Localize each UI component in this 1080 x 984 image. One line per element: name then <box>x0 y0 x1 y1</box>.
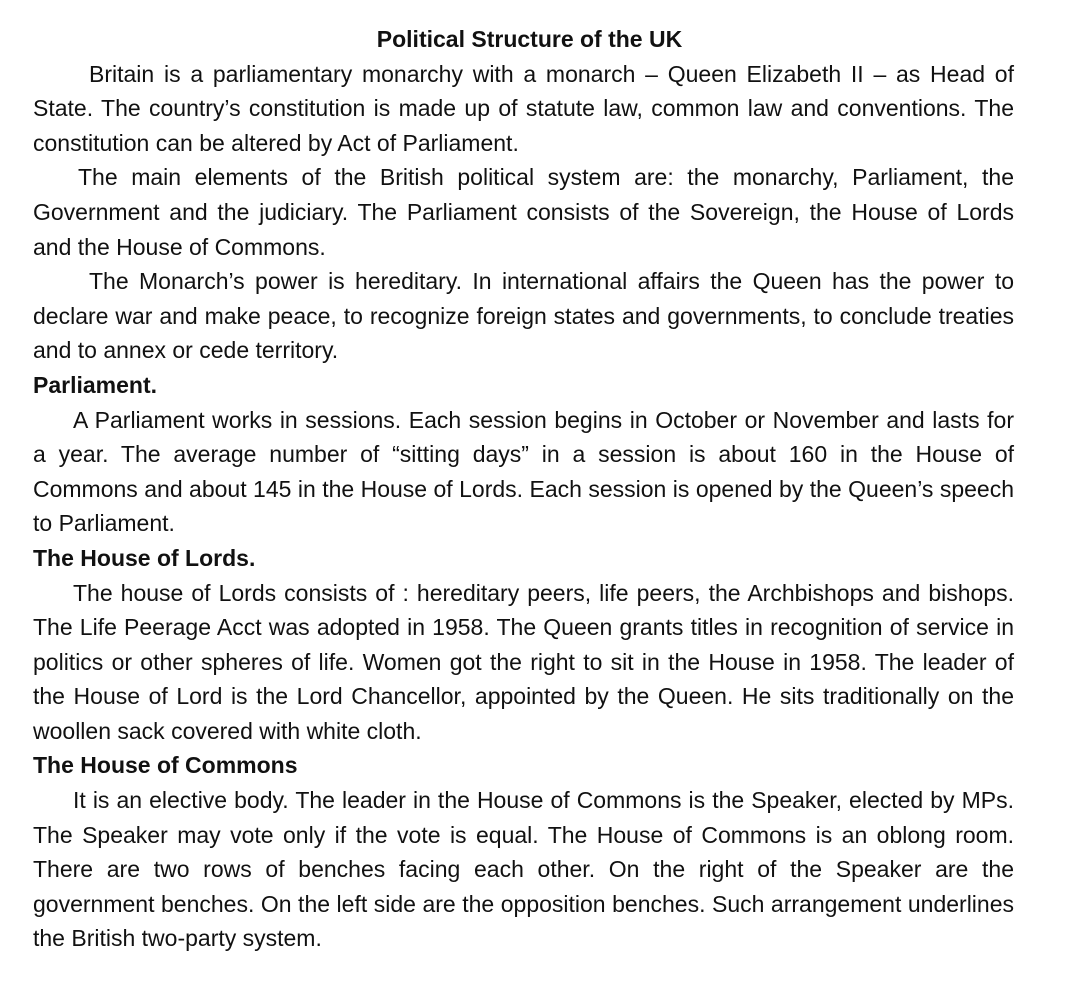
elements-paragraph: The main elements of the British political system are: the monarchy, Parliament, the Government and the judiciary. The Parliament consists of the Sovereign, the House of Lords and the House of Commons. <box>33 164 1014 260</box>
document-title: Political Structure of the UK <box>376 26 683 52</box>
section-text-house-of-lords: The house of Lords consists of : hereditary peers, life peers, the Archbishops and bishops. The Life Peerage Acct was adopted in 1958. The Queen grants titles in recognition of service in politics or other spheres of life. Women got the right to sit in the House in 1958. The leader of the House of Lord is the Lord Chancellor, appointed by the Queen. He sits traditionally on the woollen sack covered with white cloth. <box>33 579 1014 744</box>
intro-paragraph: Britain is a parliamentary monarchy with a monarch – Queen Elizabeth II – as Head of State. The country’s constitution is made up of statute law, common law and conventions. The constitution can be altered by Act of Parliament. <box>33 60 1014 156</box>
section-text-house-of-commons: It is an elective body. The leader in the House of Commons is the Speaker, elected by MPs. The Speaker may vote only if the vote is equal. The House of Commons is an oblong room. There are two rows of benches facing each other. On the right of the Speaker are the government benches. On the left side are the opposition benches. Such arrangement underlines the British two-party system. <box>33 787 1014 952</box>
section-heading-house-of-commons: The House of Commons <box>33 752 298 779</box>
monarch-paragraph: The Monarch’s power is hereditary. In international affairs the Queen has the power to declare war and make peace, to recognize foreign states and governments, to conclude treaties and to annex or cede territory. <box>33 268 1014 364</box>
section-heading-parliament: Parliament. <box>33 371 157 398</box>
section-text-parliament: A Parliament works in sessions. Each session begins in October or November and lasts for a year. The average number of “sitting days” in a session is about 160 in the House of Commons and about 145 in the House of Lords. Each session is opened by the Queen’s speech to Parliament. <box>33 406 1014 537</box>
section-heading-house-of-lords: The House of Lords. <box>33 544 256 571</box>
